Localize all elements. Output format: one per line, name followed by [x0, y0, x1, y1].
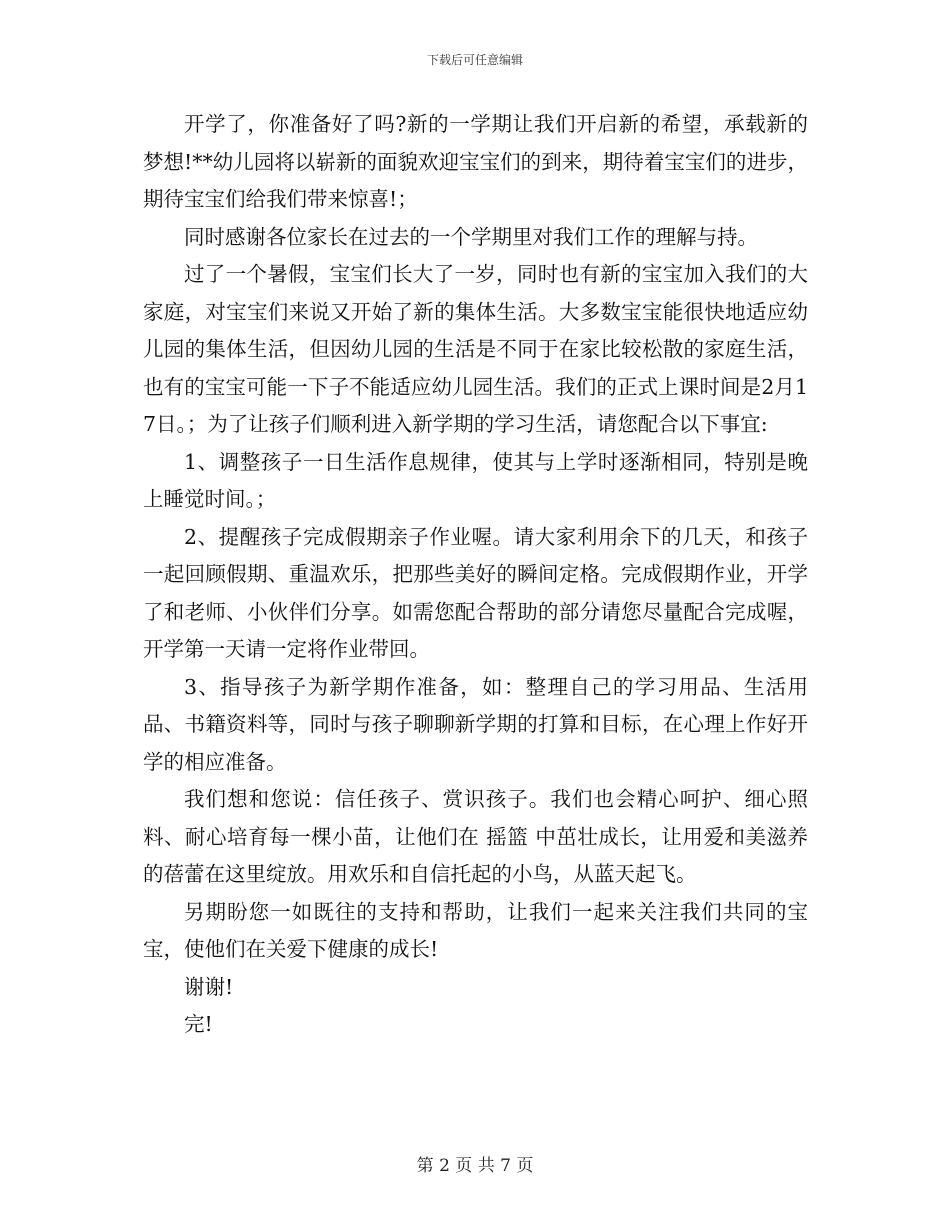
- paragraph-item-2: 2、提醒孩子完成假期亲子作业喔。请大家利用余下的几天，和孩子一起回顾假期、重温欢乐，把那些美好的瞬间定格。完成假期作业，开学了和老师、小伙伴们分享。如需您配合帮助的部分请您尽量配合完成喔，开学第一天请一定将作业带回。: [143, 524, 808, 661]
- paragraph-item-1: 1、调整孩子一日生活作息规律，使其与上学时逐渐相同，特别是晚上睡觉时间。；: [143, 449, 808, 511]
- paragraph-thanks-parents: 同时感谢各位家长在过去的一个学期里对我们工作的理解与持。: [184, 224, 758, 249]
- paragraph-summer: 过了一个暑假，宝宝们长大了一岁，同时也有新的宝宝加入我们的大家庭，对宝宝们来说又开始了新的集体生活。大多数宝宝能很快地适应幼儿园的集体生活，但因幼儿园的生活是不同于在家比较松散的家庭生活，也有的宝宝可能一下子不能适应幼儿园生活。我们的正式上课时间是2月17日。；为了让孩子们顺利进入新学期的学习生活，请您配合以下事宜:: [143, 262, 808, 436]
- paragraph-end: 完!: [184, 1012, 213, 1036]
- paragraph-opening: 开学了，你准备好了吗?新的一学期让我们开启新的希望，承载新的梦想!**幼儿园将以崭新的面貌欢迎宝宝们的到来，期待着宝宝们的进步，期待宝宝们给我们带来惊喜!；: [143, 112, 808, 211]
- paragraph-hope: 另期盼您一如既往的支持和帮助，让我们一起来关注我们共同的宝宝，使他们在关爱下健康的成长!: [143, 899, 808, 961]
- paragraph-item-3: 3、指导孩子为新学期作准备，如：整理自己的学习用品、生活用品、书籍资料等，同时与孩子聊聊新学期的打算和目标，在心理上作好开学的相应准备。: [143, 674, 808, 774]
- paragraph-thank-you: 谢谢!: [184, 974, 234, 999]
- document-body: [143, 106, 808, 1044]
- paragraph-message: 我们想和您说：信任孩子、赏识孩子。我们也会精心呵护、细心照料、耐心培育每一棵小苗，让他们在 摇篮 中茁壮成长，让用爱和美滋养的蓓蕾在这里绽放。用欢乐和自信托起的小鸟，从蓝天起飞。: [143, 787, 808, 886]
- page-number-footer: 第 2 页 共 7 页: [416, 1156, 534, 1176]
- page-header: 下载后可任意编辑: [426, 53, 523, 67]
